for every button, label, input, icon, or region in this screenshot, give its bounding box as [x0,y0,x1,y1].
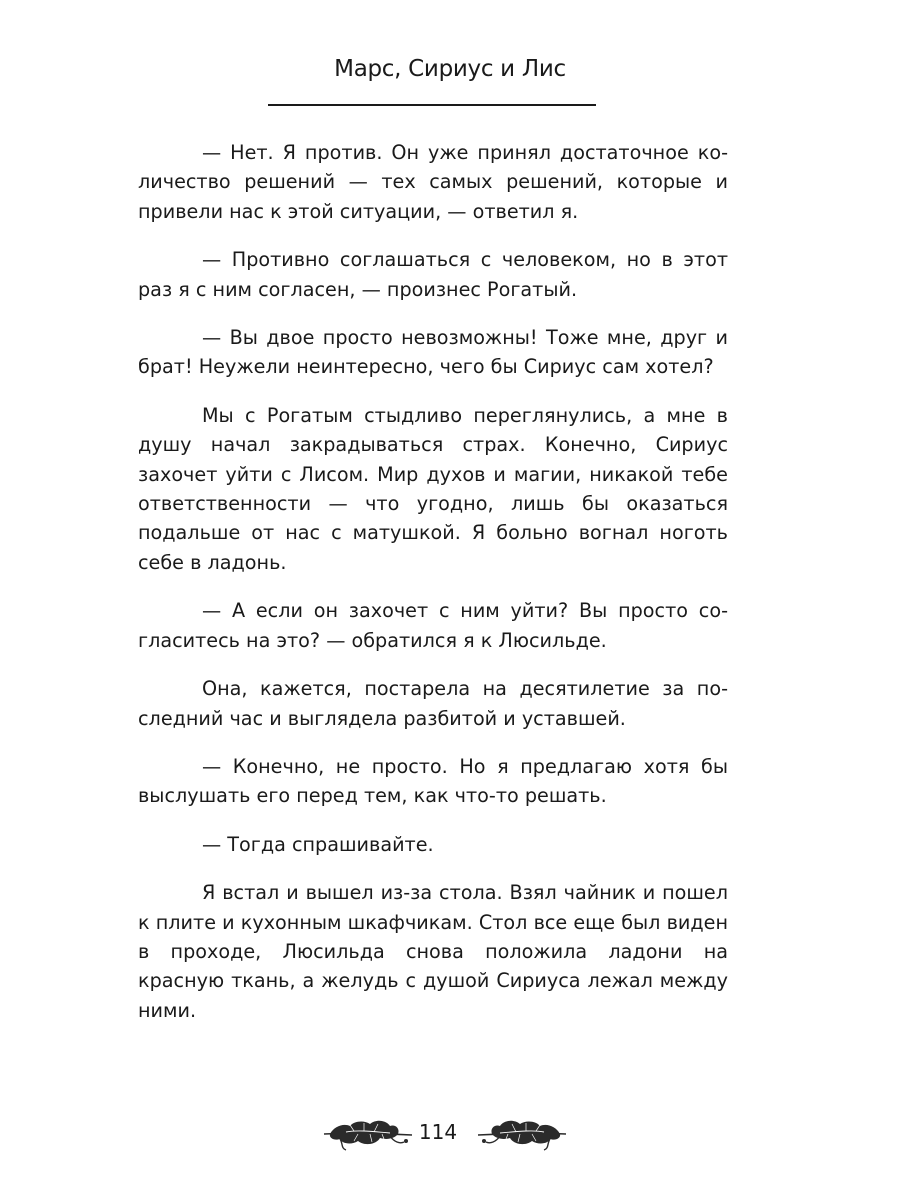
running-head-title: Марс, Сириус и Лис [334,56,566,82]
paragraph: Я встал и вышел из-за стола. Взял чайник и пошел к плите и кухонным шкафчикам. Стол все еще был виден в проходе, Люсильда снова положила ладони на красную ткань, а желудь с душой Сириуса лежал между ними. [138,881,728,1022]
paragraph: — Тогда спрашивайте. [202,832,434,856]
paragraph: — Вы двое просто невозможны! Тоже мне, друг и брат! Неужели неинтересно, чего бы Сириус сам хотел? [138,326,728,379]
paragraph: — Конечно, не просто. Но я предлагаю хотя бы выслушать его перед тем, как что-то решать. [138,754,728,808]
body-text [138,138,728,1044]
page-number: 114 [418,1120,458,1144]
header-rule [268,104,596,106]
paragraph: — Нет. Я против. Он уже принял достаточное количество решений — тех самых решений, которые и привели нас к этой ситуации, — ответил я. [138,141,728,223]
paragraph: — Противно соглашаться с человеком, но в этот раз я с ним согласен, — произнес Рогатый. [138,248,728,301]
paragraph: Она, кажется, постарела на десятилетие за последний час и выглядела разбитой и уставшей. [138,677,728,730]
leaf-sprig-icon [474,1112,570,1156]
paragraph: — А если он захочет с ним уйти? Вы просто согласитесь на это? — обратился я к Люсильде. [138,599,728,652]
paragraph: Мы с Рогатым стыдливо переглянулись, а мне в душу начал закрадываться страх. Конечно, Сириус захочет уйти с Лисом. Мир духов и магии, никакой тебе ответственности — что угодно, лишь бы оказаться подальше от нас с матушкой. Я больно вогнал ноготь себе в ладонь. [138,403,728,574]
page-footer [0,1112,900,1162]
